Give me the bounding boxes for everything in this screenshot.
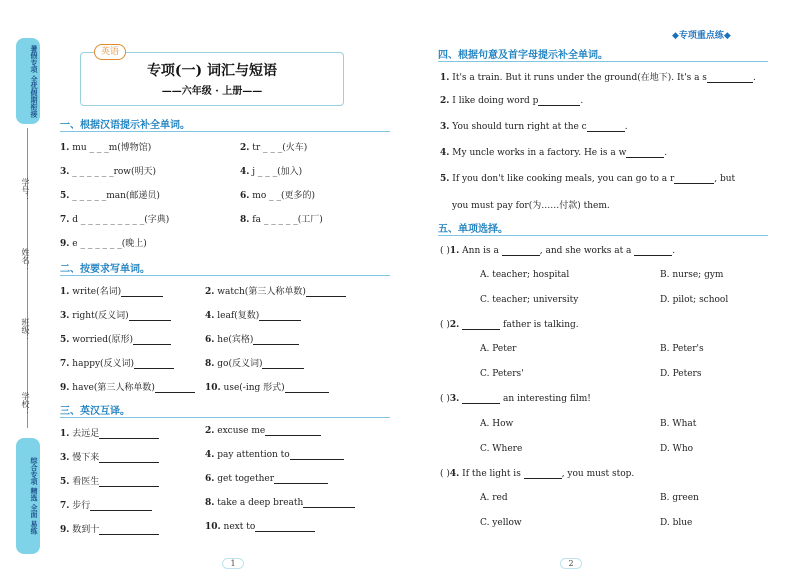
s2-item-1: 1. write(名词) (60, 284, 163, 297)
binding-line (27, 128, 28, 428)
s2-item-2: 2. watch(第三人称单数) (205, 284, 346, 297)
s4-item-2: 2. I like doing word p . (440, 96, 584, 106)
mc-option: A. How (480, 419, 514, 429)
s1-item-3: 3. _ _ _ _ _ _row(明天) (60, 167, 157, 177)
s3-item-6: 6. get together (205, 474, 328, 484)
s4-item-3: 3. You should turn right at the c . (440, 122, 628, 132)
mc-option: C. Peters' (480, 369, 524, 379)
mc-option: D. pilot; school (660, 295, 729, 305)
mc-option: D. Who (660, 444, 694, 454)
class-label: 班级： (21, 318, 30, 342)
s1-item-4: 4. j _ _ _(加入) (240, 167, 303, 177)
s2-item-6: 6. he(宾格) (205, 332, 299, 345)
mc-option: B. nurse; gym (660, 270, 724, 280)
mc-question-2: ( )2. father is talking. (440, 320, 579, 330)
s2-item-7: 7. happy(反义词) (60, 356, 174, 369)
s4-item-5-continuation: you must pay for(为……付款) them. (452, 201, 610, 211)
section-divider (60, 131, 390, 132)
s2-item-3: 3. right(反义词) (60, 308, 171, 321)
s3-item-5: 5. 看医生 (60, 474, 159, 487)
school-label: 学校： (21, 392, 30, 416)
s4-item-5: 5. If you don't like cooking meals, you can go to a r , but (440, 174, 736, 184)
s3-item-8: 8. take a deep breath (205, 498, 355, 508)
s1-item-9: 9. e _ _ _ _ _ _(晚上) (60, 239, 147, 249)
s2-item-9: 9. have(第三人称单数) (60, 380, 195, 393)
student-name-label: 姓名： (21, 248, 30, 272)
mc-option: B. What (660, 419, 697, 429)
page-title: 专项(一) 词汇与短语 (146, 63, 278, 79)
page-subtitle: ——六年级 · 上册—— (161, 86, 263, 97)
section-3-heading: 三、英汉互译。 (60, 406, 130, 417)
s4-item-4: 4. My uncle works in a factory. He is a w . (440, 148, 668, 158)
mc-option: A. Peter (480, 344, 517, 354)
s3-item-10: 10. next to (205, 522, 315, 532)
s1-item-2: 2. tr _ _ _(火车) (240, 143, 308, 153)
top-badge-text: 暑假专项 全优假期衔接 (30, 44, 38, 118)
section-5-heading: 五、单项选择。 (438, 224, 508, 235)
mc-question-3: ( )3. an interesting film! (440, 394, 591, 404)
mc-option: C. teacher; university (480, 295, 579, 305)
page-number-left: 1 (222, 558, 244, 569)
s3-item-9: 9. 数到十 (60, 522, 159, 535)
s3-item-1: 1. 去远足 (60, 426, 159, 439)
s4-item-1: 1. It's a train. But it runs under the ground(在地下). It's a s . (440, 73, 756, 83)
s3-item-4: 4. pay attention to (205, 450, 344, 460)
bottom-badge-text: 综合专项 精选 全面 易练 (30, 457, 38, 535)
mc-option: D. Peters (660, 369, 702, 379)
s1-item-8: 8. fa _ _ _ _ _(工厂) (240, 215, 323, 225)
s2-item-5: 5. worried(原形) (60, 332, 171, 345)
page-number-right: 2 (560, 558, 582, 569)
s1-item-1: 1. mu _ _ _m(博物馆) (60, 143, 152, 153)
mc-option: D. blue (660, 518, 693, 528)
section-1-heading: 一、根据汉语提示补全单词。 (60, 120, 190, 131)
student-number-label: 学号： (21, 178, 30, 202)
s2-item-10: 10. use(-ing 形式) (205, 380, 329, 393)
s1-item-6: 6. mo _ _(更多的) (240, 191, 315, 201)
mc-option: B. Peter's (660, 344, 704, 354)
section-2-heading: 二、按要求写单词。 (60, 264, 150, 275)
mc-question-1: ( )1. Ann is a , and she works at a . (440, 246, 676, 256)
mc-option: C. yellow (480, 518, 522, 528)
subject-tag: 英语 (94, 44, 126, 60)
mc-option: A. teacher; hospital (480, 270, 570, 280)
s2-item-4: 4. leaf(复数) (205, 308, 301, 321)
mc-option: A. red (480, 493, 508, 503)
section-divider (60, 275, 390, 276)
s3-item-3: 3. 慢下来 (60, 450, 159, 463)
section-divider (60, 417, 390, 418)
section-banner: ◆专项重点练◆ (672, 31, 731, 41)
mc-question-4: ( )4. If the light is , you must stop. (440, 469, 635, 479)
section-4-heading: 四、根据句意及首字母提示补全单词。 (438, 50, 608, 61)
mc-option: C. Where (480, 444, 523, 454)
s1-item-7: 7. d _ _ _ _ _ _ _ _ _(字典) (60, 215, 170, 225)
s3-item-7: 7. 步行 (60, 498, 152, 511)
s3-item-2: 2. excuse me (205, 426, 321, 436)
binding-sidebar (6, 0, 46, 576)
section-divider (438, 61, 768, 62)
s1-item-5: 5. _ _ _ _ _man(邮递员) (60, 191, 160, 201)
mc-option: B. green (660, 493, 699, 503)
s2-item-8: 8. go(反义词) (205, 356, 304, 369)
section-divider (438, 235, 768, 236)
